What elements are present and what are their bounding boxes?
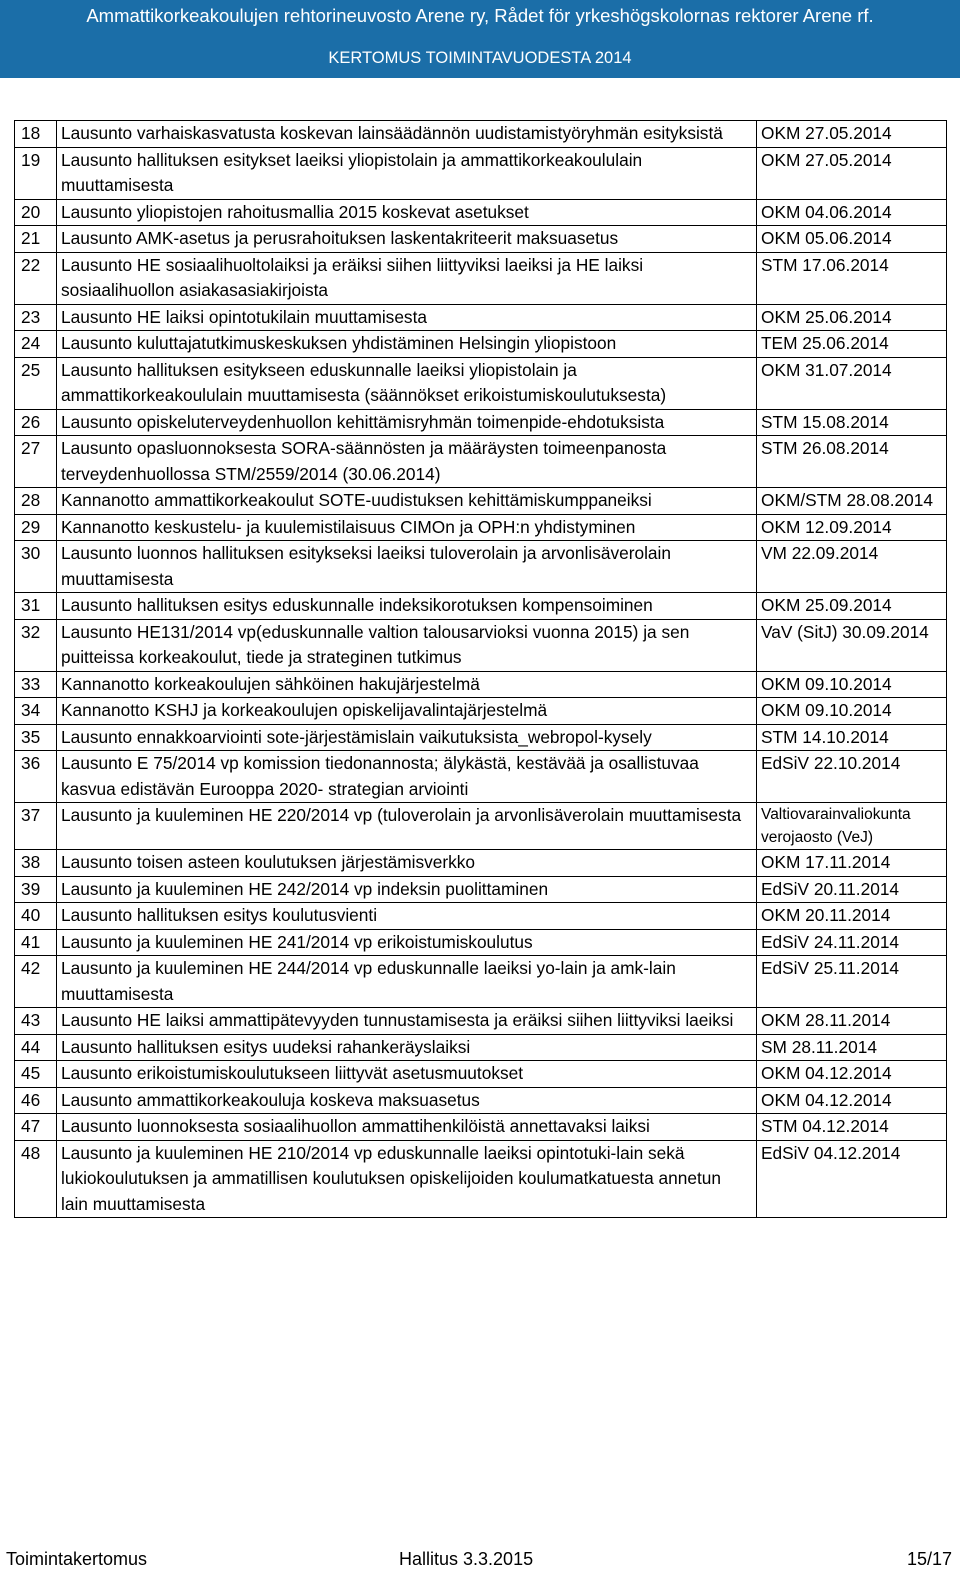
table-row [15, 1087, 947, 1114]
row-number: 39 [15, 876, 57, 903]
table-row [15, 357, 947, 409]
row-number: 41 [15, 929, 57, 956]
table-row [15, 226, 947, 253]
row-number: 33 [15, 671, 57, 698]
row-description: Lausunto erikoistumiskoulutukseen liittyvät asetusmuutokset [57, 1061, 757, 1088]
row-description: Lausunto yliopistojen rahoitusmallia 2015 koskevat asetukset [57, 199, 757, 226]
row-recipient-date: EdSiV 22.10.2014 [757, 751, 947, 803]
table-row [15, 1140, 947, 1218]
table-row [15, 331, 947, 358]
row-number: 26 [15, 409, 57, 436]
row-description: Lausunto luonnos hallituksen esitykseksi laeiksi tuloverolain ja arvonlisäverolain muuttamisesta [57, 541, 757, 593]
row-recipient-date: OKM/STM 28.08.2014 [757, 488, 947, 515]
row-number: 38 [15, 850, 57, 877]
row-number: 37 [15, 803, 57, 850]
row-description: Kannanotto korkeakoulujen sähköinen hakujärjestelmä [57, 671, 757, 698]
footer-document-name: Toimintakertomus [6, 1549, 148, 1569]
row-recipient-date: OKM 05.06.2014 [757, 226, 947, 253]
row-recipient-date: OKM 09.10.2014 [757, 671, 947, 698]
row-recipient-date: EdSiV 25.11.2014 [757, 956, 947, 1008]
table-row [15, 488, 947, 515]
report-title: KERTOMUS TOIMINTAVUODESTA 2014 [328, 49, 632, 67]
table-row [15, 903, 947, 930]
row-recipient-date: STM 14.10.2014 [757, 724, 947, 751]
row-number: 24 [15, 331, 57, 358]
table-row [15, 252, 947, 304]
table-row [15, 803, 947, 850]
row-description: Lausunto kuluttajatutkimuskeskuksen yhdistäminen Helsingin yliopistoon [57, 331, 757, 358]
row-recipient-date: OKM 31.07.2014 [757, 357, 947, 409]
row-recipient-date: EdSiV 04.12.2014 [757, 1140, 947, 1218]
row-number: 48 [15, 1140, 57, 1218]
row-description: Lausunto luonnoksesta sosiaalihuollon ammattihenkilöistä annettavaksi laiksi [57, 1114, 757, 1141]
row-number: 44 [15, 1034, 57, 1061]
row-description: Lausunto E 75/2014 vp komission tiedonannosta; älykästä, kestävää ja osallistuvaa kasvua edistävän Eurooppa 2020- strategian arviointi [57, 751, 757, 803]
row-description: Lausunto hallituksen esitys koulutusvienti [57, 903, 757, 930]
row-number: 40 [15, 903, 57, 930]
row-number: 20 [15, 199, 57, 226]
row-recipient-date: TEM 25.06.2014 [757, 331, 947, 358]
row-recipient-date: STM 17.06.2014 [757, 252, 947, 304]
table-row [15, 1114, 947, 1141]
page-footer [6, 1546, 956, 1572]
table-row [15, 541, 947, 593]
row-recipient-date: OKM 25.06.2014 [757, 304, 947, 331]
table-row [15, 619, 947, 671]
row-number: 23 [15, 304, 57, 331]
row-description: Lausunto HE laiksi ammattipätevyyden tunnustamisesta ja eräiksi siihen liittyviksi laeiksi [57, 1008, 757, 1035]
row-description: Lausunto hallituksen esitys eduskunnalle indeksikorotuksen kompensoiminen [57, 593, 757, 620]
row-description: Lausunto hallituksen esitykset laeiksi yliopistolain ja ammattikorkeakoululain muuttamisesta [57, 147, 757, 199]
row-description: Lausunto ja kuuleminen HE 220/2014 vp (tuloverolain ja arvonlisäverolain muuttamisesta [57, 803, 757, 850]
table-row [15, 514, 947, 541]
row-number: 36 [15, 751, 57, 803]
organization-name: Ammattikorkeakoulujen rehtorineuvosto Arene ry, Rådet för yrkeshögskolornas rektorer Arene rf. [86, 5, 874, 26]
table-row [15, 199, 947, 226]
row-recipient-date: VM 22.09.2014 [757, 541, 947, 593]
row-recipient-date: OKM 25.09.2014 [757, 593, 947, 620]
footer-page-number: 15/17 [906, 1549, 952, 1569]
row-recipient-date: SM 28.11.2014 [757, 1034, 947, 1061]
row-recipient-date: OKM 04.12.2014 [757, 1061, 947, 1088]
table-row [15, 593, 947, 620]
table-row [15, 929, 947, 956]
table-row [15, 850, 947, 877]
row-description: Lausunto HE laiksi opintotukilain muuttamisesta [57, 304, 757, 331]
row-recipient-date: OKM 09.10.2014 [757, 698, 947, 725]
table-row [15, 1034, 947, 1061]
row-number: 21 [15, 226, 57, 253]
row-description: Lausunto HE sosiaalihuoltolaiksi ja eräiksi siihen liittyviksi laeiksi ja HE laiksi sosiaalihuollon asiakasasiakirjoista [57, 252, 757, 304]
table-row [15, 698, 947, 725]
document-header [0, 0, 960, 78]
table-row [15, 409, 947, 436]
row-description: Lausunto opiskeluterveydenhuollon kehittämisryhmän toimenpide-ehdotuksista [57, 409, 757, 436]
row-number: 31 [15, 593, 57, 620]
table-row [15, 876, 947, 903]
row-number: 46 [15, 1087, 57, 1114]
row-recipient-date: VaV (SitJ) 30.09.2014 [757, 619, 947, 671]
row-description: Lausunto ja kuuleminen HE 210/2014 vp eduskunnalle laeiksi opintotuki-lain sekä lukiokoulutuksen ja ammatillisen koulutuksen opiskelijoiden koulumatkatuesta annetun lain muuttamisesta [57, 1140, 757, 1218]
row-number: 29 [15, 514, 57, 541]
table-row [15, 956, 947, 1008]
row-number: 28 [15, 488, 57, 515]
row-recipient-date: Valtiovarainvaliokunta verojaosto (VeJ) [757, 803, 947, 850]
row-number: 18 [15, 121, 57, 148]
row-recipient-date: OKM 17.11.2014 [757, 850, 947, 877]
row-number: 34 [15, 698, 57, 725]
row-number: 32 [15, 619, 57, 671]
row-recipient-date: OKM 04.12.2014 [757, 1087, 947, 1114]
row-description: Lausunto hallituksen esitys uudeksi rahankeräyslaiksi [57, 1034, 757, 1061]
row-number: 47 [15, 1114, 57, 1141]
table-row [15, 1008, 947, 1035]
row-description: Lausunto opasluonnoksesta SORA-säännösten ja määräysten toimeenpanosta terveydenhuollossa STM/2559/2014 (30.06.2014) [57, 436, 757, 488]
table-row [15, 304, 947, 331]
row-description: Lausunto hallituksen esitykseen eduskunnalle laeiksi yliopistolain ja ammattikorkeakoululain muuttamisesta (säännökset erikoistumiskoulutuksesta) [57, 357, 757, 409]
row-description: Lausunto ja kuuleminen HE 242/2014 vp indeksin puolittaminen [57, 876, 757, 903]
row-description: Kannanotto KSHJ ja korkeakoulujen opiskelijavalintajärjestelmä [57, 698, 757, 725]
row-number: 35 [15, 724, 57, 751]
table-row [15, 121, 947, 148]
row-recipient-date: OKM 20.11.2014 [757, 903, 947, 930]
footer-board-date: Hallitus 3.3.2015 [399, 1549, 534, 1569]
row-number: 30 [15, 541, 57, 593]
row-number: 25 [15, 357, 57, 409]
table-row [15, 751, 947, 803]
statements-table-body [15, 121, 947, 1218]
row-description: Lausunto ja kuuleminen HE 241/2014 vp erikoistumiskoulutus [57, 929, 757, 956]
row-recipient-date: OKM 28.11.2014 [757, 1008, 947, 1035]
row-number: 45 [15, 1061, 57, 1088]
row-number: 43 [15, 1008, 57, 1035]
row-recipient-date: OKM 27.05.2014 [757, 147, 947, 199]
row-recipient-date: EdSiV 24.11.2014 [757, 929, 947, 956]
row-recipient-date: STM 04.12.2014 [757, 1114, 947, 1141]
row-description: Lausunto ammattikorkeakouluja koskeva maksuasetus [57, 1087, 757, 1114]
row-recipient-date: OKM 12.09.2014 [757, 514, 947, 541]
row-recipient-date: OKM 04.06.2014 [757, 199, 947, 226]
table-row [15, 1061, 947, 1088]
row-recipient-date: STM 26.08.2014 [757, 436, 947, 488]
statements-table [14, 120, 947, 1218]
table-row [15, 671, 947, 698]
row-description: Lausunto toisen asteen koulutuksen järjestämisverkko [57, 850, 757, 877]
row-number: 42 [15, 956, 57, 1008]
row-description: Lausunto ennakkoarviointi sote-järjestämislain vaikutuksista_webropol-kysely [57, 724, 757, 751]
table-row [15, 147, 947, 199]
row-description: Kannanotto ammattikorkeakoulut SOTE-uudistuksen kehittämiskumppaneiksi [57, 488, 757, 515]
row-description: Lausunto varhaiskasvatusta koskevan lainsäädännön uudistamistyöryhmän esityksistä [57, 121, 757, 148]
row-number: 27 [15, 436, 57, 488]
table-row [15, 436, 947, 488]
row-description: Lausunto ja kuuleminen HE 244/2014 vp eduskunnalle laeiksi yo-lain ja amk-lain muuttamisesta [57, 956, 757, 1008]
table-row [15, 724, 947, 751]
row-recipient-date: EdSiV 20.11.2014 [757, 876, 947, 903]
row-number: 19 [15, 147, 57, 199]
row-recipient-date: OKM 27.05.2014 [757, 121, 947, 148]
row-description: Lausunto HE131/2014 vp(eduskunnalle valtion talousarvioksi vuonna 2015) ja sen puitteissa korkeakoulut, tiede ja strateginen tutkimus [57, 619, 757, 671]
row-recipient-date: STM 15.08.2014 [757, 409, 947, 436]
row-number: 22 [15, 252, 57, 304]
row-description: Kannanotto keskustelu- ja kuulemistilaisuus CIMOn ja OPH:n yhdistyminen [57, 514, 757, 541]
row-description: Lausunto AMK-asetus ja perusrahoituksen laskentakriteerit maksuasetus [57, 226, 757, 253]
